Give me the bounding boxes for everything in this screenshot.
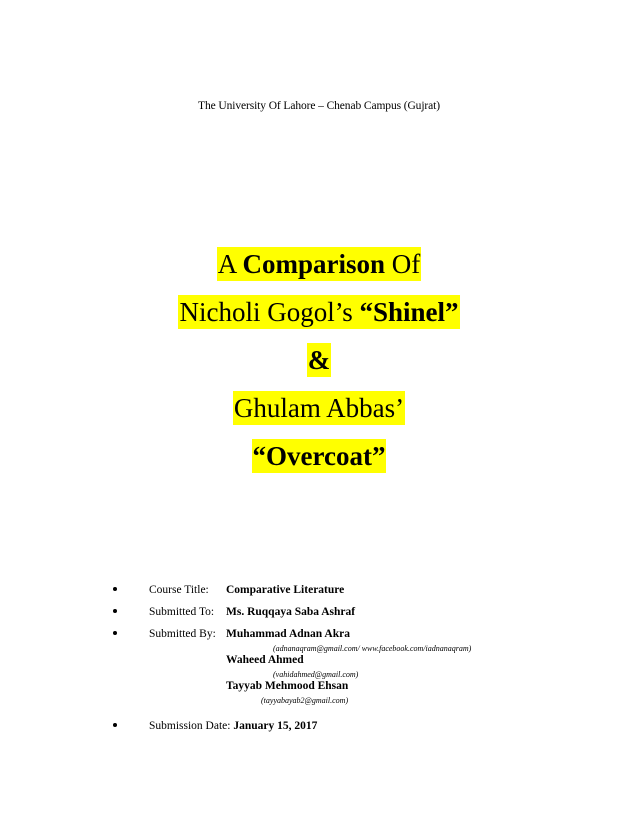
student-name: Tayyab Mehmood Ehsan xyxy=(226,680,349,692)
title-word-of: Of xyxy=(385,249,421,279)
submitted-to-value: Ms. Ruqqaya Saba Ashraf xyxy=(226,606,356,618)
title-work-overcoat: “Overcoat” xyxy=(252,441,386,471)
title-line-5 xyxy=(0,432,638,480)
student-contact: (vahidahmed@gmail.com) xyxy=(273,670,359,679)
bullet-icon xyxy=(113,723,117,727)
title-line-2 xyxy=(0,288,638,336)
title-author-gogol: Nicholi Gogol’s xyxy=(179,297,360,327)
bullet-icon xyxy=(113,609,117,613)
student-contact: (tayyabayab2@gmail.com) xyxy=(261,696,349,705)
student-name: Waheed Ahmed xyxy=(226,654,304,666)
bullet-icon xyxy=(113,587,117,591)
submitted-to-label: Submitted To: xyxy=(149,606,215,618)
title-line-3 xyxy=(0,336,638,384)
student-contact: (adnanaqram@gmail.com/ www.facebook.com/iadnanaqram) xyxy=(273,644,472,653)
title-word-a: A xyxy=(217,249,243,279)
submitted-by-label: Submitted By: xyxy=(149,628,216,640)
title-ampersand: & xyxy=(307,345,331,375)
institution-header: The University Of Lahore – Chenab Campus (Gujrat) xyxy=(198,100,440,112)
title-line-4 xyxy=(0,384,638,432)
submission-date-label: Submission Date: xyxy=(149,720,231,732)
title-word-comparison: Comparison xyxy=(242,249,386,279)
bullet-icon xyxy=(113,631,117,635)
course-value: Comparative Literature xyxy=(226,584,345,596)
title-line-1 xyxy=(0,240,638,288)
title-author-abbas: Ghulam Abbas’ xyxy=(233,393,405,423)
title-work-shinel: “Shinel” xyxy=(359,297,459,327)
student-name: Muhammad Adnan Akra xyxy=(226,628,350,640)
course-label: Course Title: xyxy=(149,584,209,596)
submission-date-value: January 15, 2017 xyxy=(233,720,318,732)
document-title xyxy=(0,240,638,480)
